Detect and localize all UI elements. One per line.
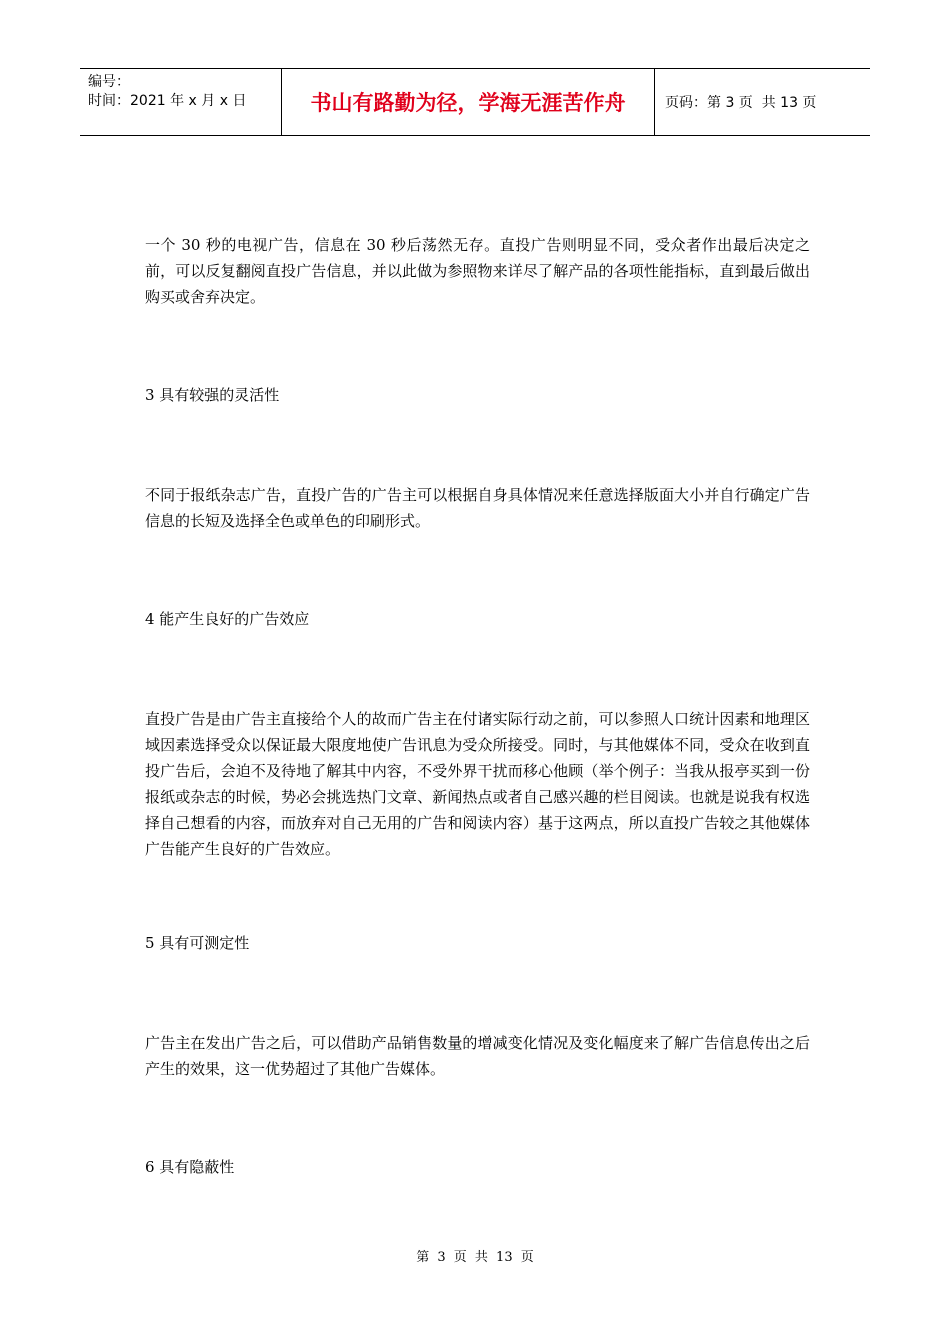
document-number: 编号： bbox=[88, 74, 130, 90]
page-header bbox=[80, 68, 870, 136]
header-page-info bbox=[655, 69, 870, 135]
header-motto: 书山有路勤为径，学海无涯苦作舟 bbox=[282, 69, 655, 135]
section-heading-4: 4 能产生良好的广告效应 bbox=[145, 610, 310, 628]
section-heading-6: 6 具有隐蔽性 bbox=[145, 1158, 235, 1176]
paragraph-2: 不同于报纸杂志广告，直投广告的广告主可以根据自身具体情况来任意选择版面大小并自行确定广告信息的长短及选择全色或单色的印刷形式。 bbox=[145, 486, 810, 530]
paragraph-3: 直投广告是由广告主直接给个人的故而广告主在付诸实际行动之前，可以参照人口统计因素和地理区域因素选择受众以保证最大限度地使广告讯息为受众所接受。同时，与其他媒体不同，受众在收到直投广告后，会迫不及待地了解其中内容，不受外界干扰而移心他顾（举个例子：当我从报亭买到一份报纸或杂志的时候，势必会挑选热门文章、新闻热点或者自己感兴趣的栏目阅读。也就是说我有权选择自己想看的内容，而放弃对自己无用的广告和阅读内容）基于这两点，所以直投广告较之其他媒体广告能产生良好的广告效应。 bbox=[145, 710, 810, 858]
page-footer: 第 3 页 共 13 页 bbox=[416, 1250, 534, 1265]
page-info-text: 页码：第 3 页 共 13 页 bbox=[665, 95, 817, 111]
paragraph-4: 广告主在发出广告之后，可以借助产品销售数量的增减变化情况及变化幅度来了解广告信息传出之后产生的效果，这一优势超过了其他广告媒体。 bbox=[145, 1034, 810, 1078]
document-date: 时间：2021 年 x 月 x 日 bbox=[88, 93, 247, 109]
paragraph-1: 一个 30 秒的电视广告，信息在 30 秒后荡然无存。直投广告则明显不同，受众者作出最后决定之前，可以反复翻阅直投广告信息，并以此做为参照物来详尽了解产品的各项性能指标，直到最后做出购买或舍弃决定。 bbox=[145, 236, 810, 306]
header-meta bbox=[80, 69, 282, 135]
section-heading-5: 5 具有可测定性 bbox=[145, 934, 250, 952]
section-heading-3: 3 具有较强的灵活性 bbox=[145, 386, 280, 404]
